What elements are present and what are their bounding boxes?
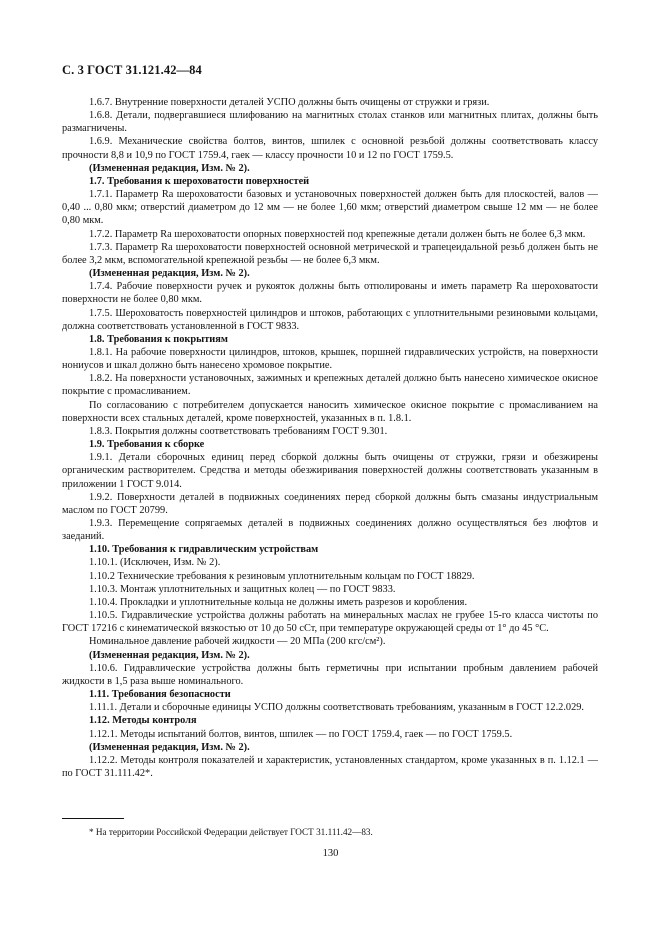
paragraph: 1.6.9. Механические свойства болтов, винтов, шпилек с основной резьбой должны соответствовать классу прочности 8,8 и 10,9 по ГОСТ 1759.4, гаек — классу прочности 10 и 12 по ГОСТ 1759.5.	[62, 136, 598, 161]
section-heading: (Измененная редакция, Изм. № 2).	[89, 741, 250, 753]
paragraph: 1.10.5. Гидравлические устройства должны работать на минеральных маслах не грубее 15-го класса чистоты по ГОСТ 17216 с кинематической вязкостью от 10 до 50 сСт, при температуре окружающей среды от 1° до 45 °С.	[62, 610, 598, 635]
section-heading: 1.9. Требования к сборке	[89, 439, 205, 451]
paragraph: 1.7.4. Рабочие поверхности ручек и рукояток должны быть отполированы и иметь параметр Ra шероховатости поверхности не более 0,80 мкм.	[62, 281, 598, 306]
paragraph: По согласованию с потребителем допускается наносить химическое окисное покрытие с промасливанием на поверхности всех стальных деталей, кроме поверхностей, указанных в п. 1.8.1.	[62, 399, 598, 424]
paragraph: 1.6.7. Внутренние поверхности деталей УСПО должны быть очищены от стружки и грязи.	[89, 97, 490, 108]
section-heading: (Измененная редакция, Изм. № 2).	[89, 162, 250, 174]
page-number: 130	[322, 848, 339, 859]
paragraph: 1.10.1. (Исключен, Изм. № 2).	[89, 557, 221, 569]
section-heading: 1.10. Требования к гидравлическим устройствам	[89, 544, 319, 556]
paragraph: 1.6.8. Детали, подвергавшиеся шлифованию на магнитных столах станков или магнитных плитах, должны быть размагничены.	[62, 110, 598, 135]
paragraph: 1.7.5. Шероховатость поверхностей цилиндров и штоков, работающих с уплотнительными резиновыми кольцами, должна соответствовать установленной в ГОСТ 9833.	[62, 307, 598, 332]
page-header: С. 3 ГОСТ 31.121.42—84	[62, 63, 202, 77]
section-heading: 1.12. Методы контроля	[89, 715, 197, 727]
paragraph: 1.7.2. Параметр Ra шероховатости опорных поверхностей под крепежные детали должен быть не более 6,3 мкм.	[89, 228, 586, 240]
footnote: * На территории Российской Федерации действует ГОСТ 31.111.42—83.	[89, 827, 373, 837]
paragraph: 1.10.2 Технические требования к резиновым уплотнительным кольцам по ГОСТ 18829.	[89, 570, 475, 582]
document-body	[62, 96, 598, 780]
paragraph: 1.7.3. Параметр Ra шероховатости поверхностей основной метрической и трапецеидальной резьб должен быть не более 3,2 мкм, вспомогательной крепежной резьбы — не более 6,3 мкм.	[62, 241, 598, 266]
section-heading: 1.7. Требования к шероховатости поверхностей	[89, 175, 310, 187]
paragraph: 1.12.2. Методы контроля показателей и характеристик, установленных стандартом, кроме указанных в п. 1.12.1 — по ГОСТ 31.111.42*.	[62, 754, 598, 779]
paragraph: 1.8.2. На поверхности установочных, зажимных и крепежных деталей должно быть нанесено химическое окисное покрытие с промасливанием.	[62, 373, 598, 398]
section-heading: (Измененная редакция, Изм. № 2).	[89, 649, 250, 661]
paragraph: 1.8.1. На рабочие поверхности цилиндров, штоков, крышек, поршней гидравлических устройств, на поверхности нониусов и шкал должно быть нанесено хромовое покрытие.	[62, 346, 598, 372]
paragraph: 1.9.1. Детали сборочных единиц перед сборкой должны быть очищены от стружки, грязи и обезжирены органическим растворителем. Средства и методы обезжиривания поверхностей должны соответствовать указанным в приложении 1 ГОСТ 9.014.	[62, 452, 598, 490]
paragraph: 1.10.4. Прокладки и уплотнительные кольца не должны иметь разрезов и коробления.	[89, 596, 468, 608]
paragraph: 1.7.1. Параметр Ra шероховатости базовых и установочных поверхностей должен быть для плоскостей, валов — 0,40 ... 0,80 мкм; отверстий диаметром до 12 мм — не более 1,60 мкм; отверстий диаметром свыше 12 мм — не более 0,80 мкм.	[62, 189, 598, 227]
footnote-separator	[62, 818, 124, 819]
paragraph: 1.9.3. Перемещение сопрягаемых деталей в подвижных соединениях должно осуществляться без люфтов и заеданий.	[62, 518, 598, 543]
paragraph: 1.9.2. Поверхности деталей в подвижных соединениях перед сборкой должны быть смазаны индустриальным маслом по ГОСТ 20799.	[62, 491, 598, 516]
paragraph: Номинальное давление рабочей жидкости — 20 МПа (200 кгс/см²).	[89, 636, 386, 648]
paragraph: 1.11.1. Детали и сборочные единицы УСПО должны соответствовать требованиям, указанным в ГОСТ 12.2.029.	[89, 702, 585, 714]
paragraph: 1.10.6. Гидравлические устройства должны быть герметичны при испытании пробным давлением рабочей жидкости в 1,5 раза выше номинального.	[62, 662, 598, 687]
paragraph: 1.12.1. Методы испытаний болтов, винтов, шпилек — по ГОСТ 1759.4, гаек — по ГОСТ 1759.5.	[89, 728, 513, 740]
section-heading: 1.8. Требования к покрытиям	[89, 333, 228, 345]
paragraph: 1.8.3. Покрытия должны соответствовать требованиям ГОСТ 9.301.	[89, 425, 388, 437]
paragraph: 1.10.3. Монтаж уплотнительных и защитных колец — по ГОСТ 9833.	[89, 583, 396, 595]
section-heading: 1.11. Требования безопасности	[89, 689, 231, 701]
section-heading: (Измененная редакция, Изм. № 2).	[89, 268, 250, 280]
